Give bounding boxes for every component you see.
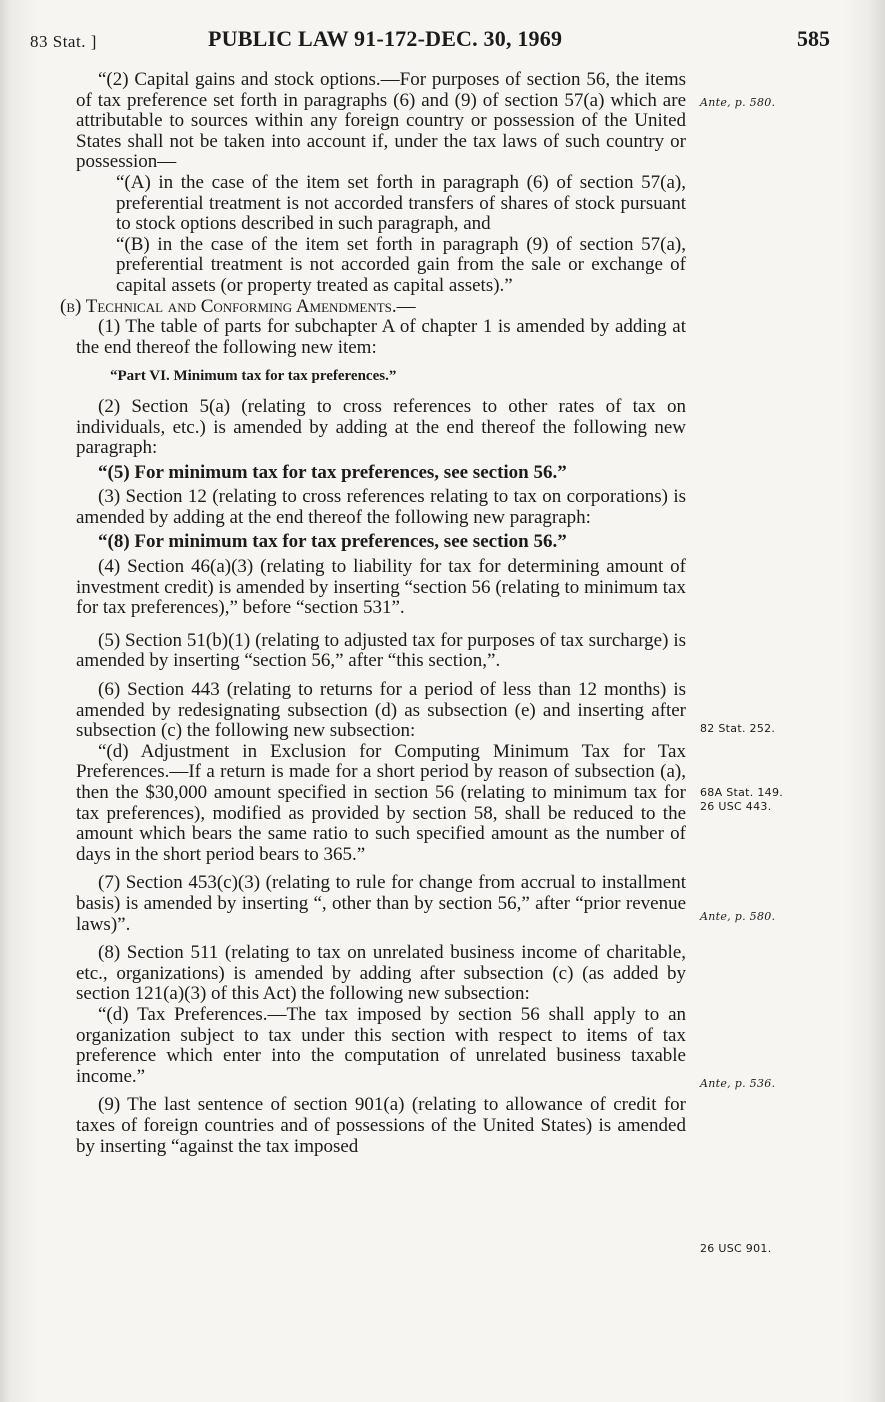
section-heading-technical-amendments: (b) Technical and Conforming Amendments.—	[60, 295, 416, 317]
margin-note: 26 USC 443.	[700, 800, 772, 813]
paragraph-capital-gains: “(2) Capital gains and stock options.—For purposes of section 56, the items of tax preference set forth in paragraphs (6) and (9) of section 57(a) which are attributable to sources within any foreign country or possession of the United States shall not be taken into account if, under the tax laws of such country or possession—	[76, 69, 686, 173]
statute-reference: 83 Stat. ]	[30, 32, 97, 51]
paragraph-2: (2) Section 5(a) (relating to cross references to other rates of tax on individuals, etc.) is amended by adding at the end thereof the following new paragraph:	[76, 395, 686, 459]
margin-note: Ante, p. 580.	[700, 910, 776, 923]
paragraph-8: (8) Section 511 (relating to tax on unrelated business income of charitable, etc., organizations) is amended by adding after subsection (c) (as added by section 121(a)(3) of this Act) the following new subsection:	[76, 942, 686, 1005]
margin-note: 26 USC 901.	[700, 1242, 772, 1255]
margin-note: 82 Stat. 252.	[700, 722, 776, 735]
page-header	[30, 26, 830, 56]
inserted-paragraph-5: “(5) For minimum tax for tax preferences, see section 56.”	[98, 461, 567, 483]
subsection-d-tax-preferences: “(d) Tax Preferences.—The tax imposed by section 56 shall apply to an organization subject to tax under this section with respect to items of tax preference which enter into the computation of unrelated business taxable income.”	[76, 1003, 686, 1087]
paragraph-9: (9) The last sentence of section 901(a) (relating to allowance of credit for taxes of foreign countries and of possessions of the United States) is amended by inserting “against the tax imposed	[76, 1094, 686, 1157]
paragraph-4: (4) Section 46(a)(3) (relating to liability for tax for determining amount of investment credit) is amended by inserting “section 56 (relating to minimum tax for tax preferences),” before “section 531”.	[76, 556, 686, 619]
margin-note: 68A Stat. 149.	[700, 786, 784, 799]
paragraph-b: “(B) in the case of the item set forth in paragraph (9) of section 57(a), preferential treatment is not accorded gain from the sale or exchange of capital assets (or property treated as capital assets).”	[116, 233, 686, 296]
body-text	[60, 69, 686, 1157]
paragraph-3: (3) Section 12 (relating to cross references relating to tax on corporations) is amended by adding at the end thereof the following new paragraph:	[76, 486, 686, 528]
paragraph-6: (6) Section 443 (relating to returns for a period of less than 12 months) is amended by redesignating subsection (d) as subsection (e) and inserting after subsection (c) the following new subsection:	[76, 679, 686, 742]
paragraph-5: (5) Section 51(b)(1) (relating to adjusted tax for purposes of tax surcharge) is amended by inserting “section 56,” after “this section,”.	[76, 629, 686, 672]
page-title: PUBLIC LAW 91-172-DEC. 30, 1969	[208, 26, 563, 51]
page-number: 585	[797, 26, 830, 51]
subsection-d-adjustment: “(d) Adjustment in Exclusion for Computing Minimum Tax for Tax Preferences.—If a return is made for a short period by reason of subsection (a), then the $30,000 amount specified in section 56 (relating to minimum tax for tax preferences), modified as provided by section 58, shall be reduced to the amount which bears the same ratio to such specified amount as the number of days in the short period bears to 365.”	[76, 740, 686, 865]
paragraph-1: (1) The table of parts for subchapter A of chapter 1 is amended by adding at the end thereof the following new item:	[76, 316, 686, 358]
margin-note: Ante, p. 536.	[700, 1077, 776, 1090]
inserted-item: “Part VI. Minimum tax for tax preferences.”	[110, 368, 397, 385]
inserted-paragraph-8: “(8) For minimum tax for tax preferences, see section 56.”	[98, 531, 567, 553]
margin-note: Ante, p. 580.	[700, 96, 776, 109]
paragraph-a: “(A) in the case of the item set forth in paragraph (6) of section 57(a), preferential treatment is not accorded transfers of shares of stock pursuant to stock options described in such paragraph, and	[116, 171, 686, 235]
paragraph-7: (7) Section 453(c)(3) (relating to rule for change from accrual to installment basis) is amended by inserting “, other than by section 56,” after “prior revenue laws)”.	[76, 872, 686, 935]
